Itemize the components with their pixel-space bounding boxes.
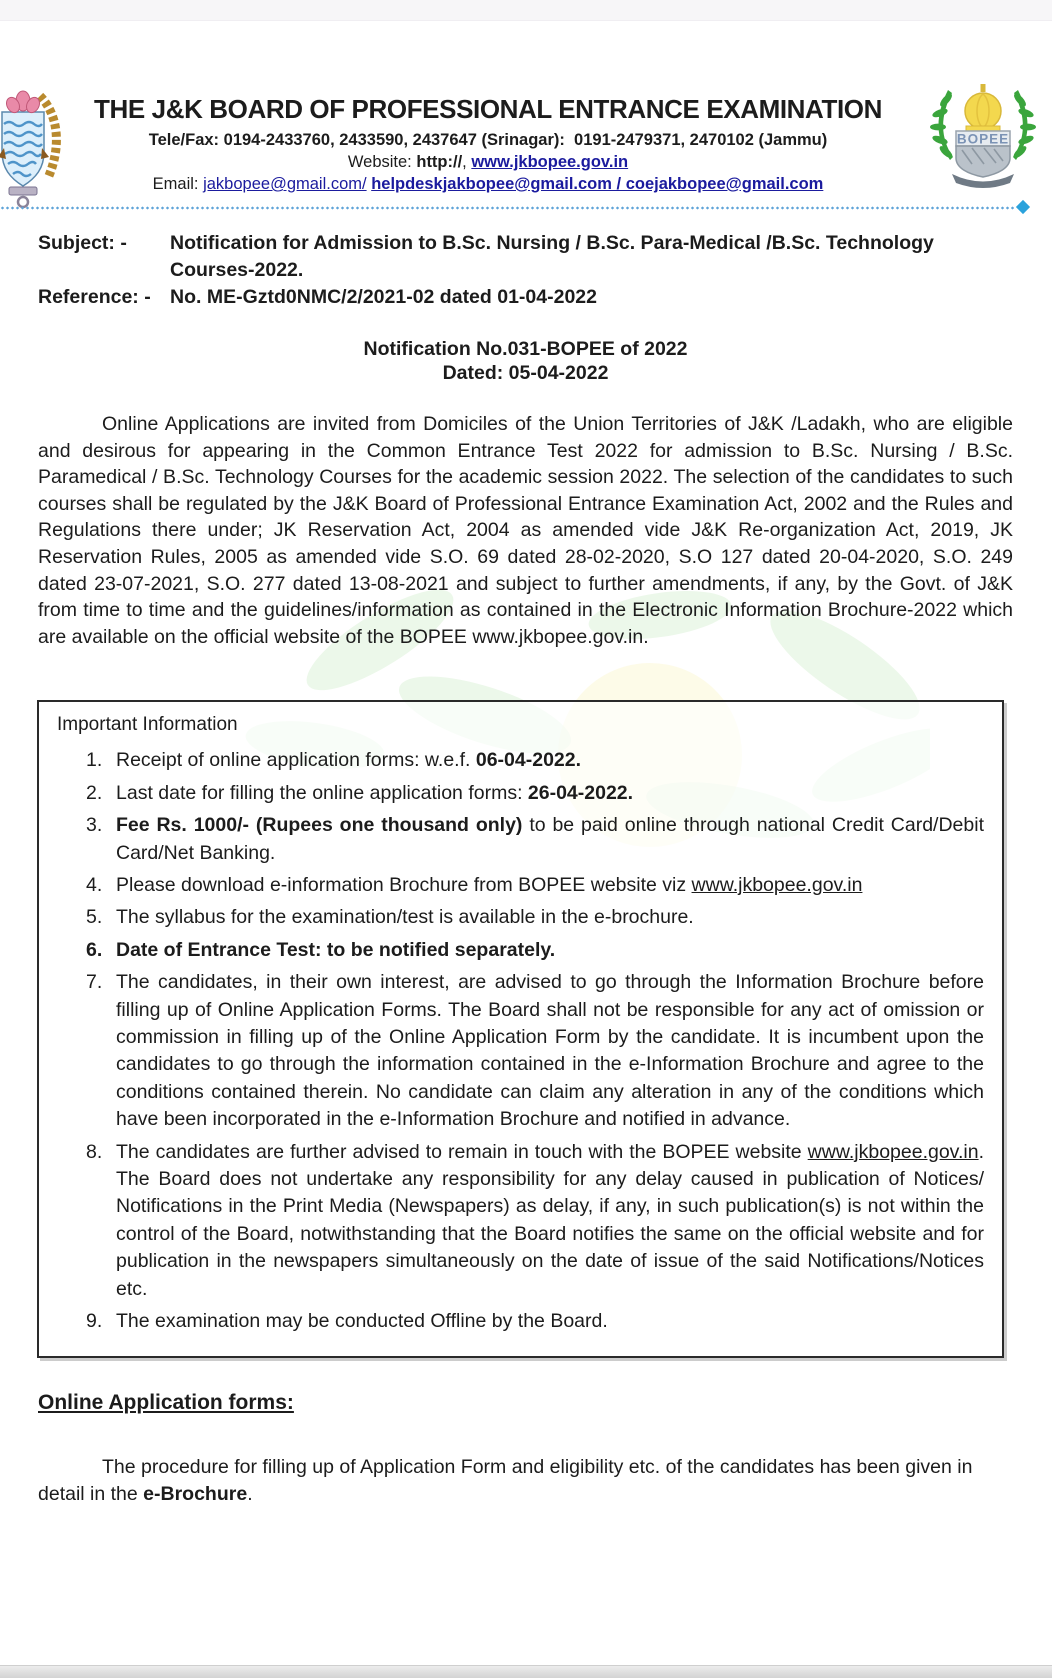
bopee-logo-icon: [926, 78, 1040, 190]
intro-paragraph: Online Applications are invited from Domiciles of the Union Territories of J&K /Ladakh, who are eligible and desirous for appearing in the Common Entrance Test 2022 for admission to B.Sc. Nursing / B.Sc. Paramedical / B.Sc. Technology Courses for the academic session 2022. The selection of the candidates to such courses shall be regulated by the J&K Board of Professional Entrance Examination Act, 2002 and the Rules and Regulations there under; JK Reservation Act, 2004 as amended vide J&K Re-organization Act, 2019, JK Reservation Rules, 2005 as amended vide S.O. 69 dated 28-02-2020, S.O 127 dated 20-04-2020, S.O. 249 dated 23-07-2021, S.O. 277 dated 13-08-2021 and subject to further amendments, if any, by the Govt. of J&K from time to time and the guidelines/information as contained in the Electronic Information Brochure-2022 which are available on the official website of the BOPEE www.jkbopee.gov.in.: [38, 413, 1013, 648]
bopee-logo-text: BOPEE: [956, 131, 1010, 147]
website-link: www.jkbopee.gov.in: [471, 153, 629, 171]
info-item-text: The candidates are further advised to remain in touch with the BOPEE website www.jkbopee.gov.in. The Board does not undertake any responsibility for any delay caused in publication of Notices/ Notifications in the Print Media (Newspapers) as delay, if any, in such publication(s) is not within the control of the Board, notwithstanding that the Board notifies the same on the official website and for publication in the newspapers simultaneously on the date of issue of the said Notifications/Notices etc.: [116, 1140, 984, 1300]
closing-period: .: [247, 1483, 253, 1506]
reference-row: [38, 284, 1013, 311]
reference-label: Reference: -: [38, 286, 151, 308]
info-item: [86, 904, 986, 931]
reference-value: No. ME-Gztd0NMC/2/2021-02 dated 01-04-2022: [170, 286, 597, 308]
website-line: [38, 153, 938, 172]
jk-government-emblem-icon: [0, 86, 62, 210]
info-item-text: Date of Entrance Test: to be notified separately.: [116, 938, 556, 961]
website-separator: ,: [462, 153, 472, 171]
info-item-number: 3.: [86, 814, 103, 837]
info-item: [86, 1139, 986, 1303]
important-info-box: [37, 700, 1004, 1358]
email-link-1: jakbopee@gmail.com/: [203, 175, 367, 193]
info-item-number: 5.: [86, 906, 103, 929]
info-item-text: The syllabus for the examination/test is available in the e-brochure.: [116, 906, 694, 929]
subject-value: Notification for Admission to B.Sc. Nursing / B.Sc. Para-Medical /B.Sc. Technology Courses-2022.: [170, 232, 934, 281]
info-item-text: The examination may be conducted Offline by the Board.: [116, 1310, 608, 1333]
page-title: THE J&K BOARD OF PROFESSIONAL ENTRANCE EXAMINATION: [94, 94, 882, 124]
important-info-title: Important Information: [57, 714, 238, 736]
notification-number: Notification No.031-BOPEE of 2022: [363, 338, 688, 360]
closing-paragraph: [38, 1454, 1010, 1508]
website-label: Website:: [347, 153, 417, 171]
info-item-number: 8.: [86, 1140, 103, 1163]
info-item-number: 2.: [86, 781, 103, 804]
important-info-list: [48, 747, 986, 1335]
info-item-text: Receipt of online application forms: w.e.f. 06-04-2022.: [116, 749, 582, 772]
closing-text: The procedure for filling up of Application Form and eligibility etc. of the candidates has been given in detail in the: [38, 1456, 973, 1506]
info-item-number: 7.: [86, 971, 103, 994]
info-item-number: 4.: [86, 873, 103, 896]
letterhead: [38, 0, 938, 194]
info-item-text: Please download e-information Brochure from BOPEE website viz www.jkbopee.gov.in: [116, 873, 863, 896]
info-item: [86, 969, 986, 1133]
dotted-separator: [0, 205, 1036, 211]
email-label: Email:: [152, 175, 204, 193]
subject-label: Subject: -: [38, 232, 127, 254]
info-item: [86, 872, 986, 899]
email-link-2: helpdeskjakbopee@gmail.com / coejakbopee@gmail.com: [371, 175, 824, 193]
info-item-number: 6.: [86, 938, 103, 961]
info-item-text: The candidates, in their own interest, are advised to go through the Information Brochure before filling up of Online Application Forms. The Board shall not be responsible for any act of omission or commission in filling up of the Online Application Form by the candidate. It is incumbent upon the candidates to go through the information contained in the e-Information Brochure and agree to the conditions contained therein. No candidate can claim any alteration in any of the conditions which have been incorporated in the e-Information Brochure and notified in advance.: [116, 971, 984, 1131]
info-item: [86, 747, 986, 774]
info-item: [86, 780, 986, 807]
dotted-line: [0, 206, 1014, 210]
info-item: [86, 812, 986, 867]
info-item: [86, 1308, 986, 1335]
diamond-icon: [1016, 200, 1030, 214]
info-item-number: 9.: [86, 1310, 103, 1333]
info-item-text: Last date for filling the online application forms: 26-04-2022.: [116, 781, 634, 804]
info-item-number: 1.: [86, 749, 103, 772]
info-item: [86, 937, 986, 964]
subject-row: [38, 230, 1013, 284]
bottom-strip: [0, 1665, 1052, 1678]
subject-reference-block: [38, 230, 1013, 311]
notification-date: Dated: 05-04-2022: [442, 362, 609, 384]
online-application-heading: Online Application forms:: [38, 1391, 294, 1415]
website-protocol: http://: [416, 153, 463, 171]
telefax-line: Tele/Fax: 0194-2433760, 2433590, 2437647 (Srinagar): 0191-2479371, 2470102 (Jammu): [148, 131, 828, 149]
info-item-text: Fee Rs. 1000/- (Rupees one thousand only) to be paid online through national Credit Card/Debit Card/Net Banking.: [116, 814, 984, 864]
closing-bold-text: e-Brochure: [143, 1483, 248, 1506]
email-line: [38, 175, 938, 194]
